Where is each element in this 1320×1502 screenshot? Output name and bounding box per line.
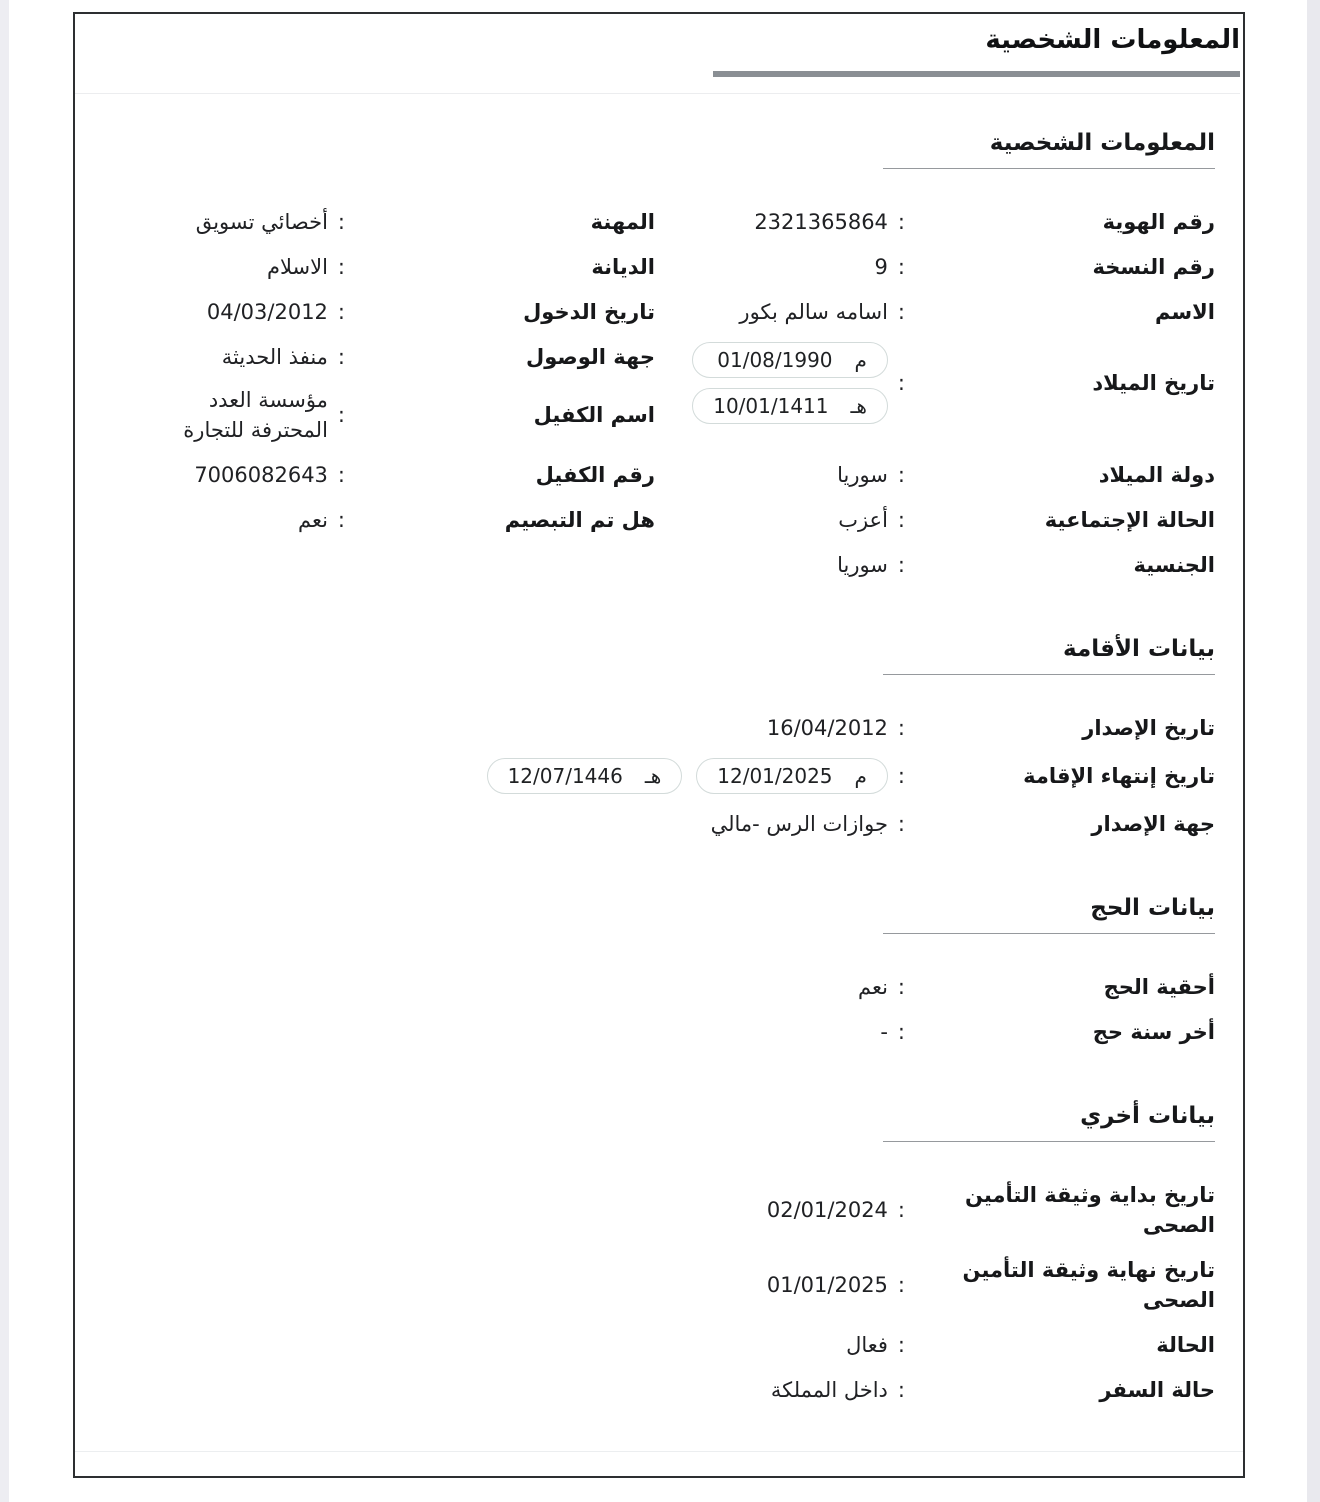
section-residence-underline	[883, 674, 1215, 675]
table-row	[103, 207, 1215, 237]
field-occupation	[103, 207, 655, 237]
table-row	[103, 460, 1215, 490]
field-label: رقم الهوية	[1102, 210, 1215, 234]
field-label: تاريخ إنتهاء الإقامة	[1023, 764, 1215, 788]
field-value: 16/04/2012	[766, 716, 888, 740]
gregorian-calendar-tag: م	[854, 348, 867, 372]
field-insurance-start	[767, 1180, 1215, 1240]
field-insurance-end	[767, 1255, 1215, 1315]
table-row	[103, 297, 1215, 327]
field-nationality	[655, 550, 1215, 580]
field-value: نعم	[857, 975, 888, 999]
table-row	[103, 809, 1215, 839]
gregorian-date-value: 01/08/1990	[717, 348, 833, 372]
table-row	[103, 550, 1215, 580]
field-status	[846, 1330, 1215, 1360]
colon: :	[337, 345, 345, 369]
colon: :	[897, 463, 905, 487]
field-label: المهنة	[590, 210, 655, 234]
colon: :	[897, 508, 905, 532]
info-sheet	[73, 12, 1245, 1478]
section-personal	[103, 128, 1215, 580]
field-label: جهة الوصول	[526, 345, 655, 369]
colon: :	[897, 716, 905, 740]
colon: :	[897, 1378, 905, 1402]
title-underline-bar	[713, 71, 1240, 77]
section-other-heading: بيانات أخري	[1080, 1103, 1215, 1129]
field-value: سوريا	[837, 553, 888, 577]
field-value: نعم	[297, 508, 328, 532]
field-value: 04/03/2012	[206, 300, 328, 324]
table-row	[103, 1330, 1215, 1360]
field-label: رقم النسخة	[1092, 255, 1215, 279]
field-copy-number	[655, 252, 1215, 282]
section-personal-heading: المعلومات الشخصية	[989, 130, 1215, 156]
colon: :	[337, 300, 345, 324]
birth-date-pills	[692, 342, 888, 424]
field-issuer	[711, 809, 1215, 839]
residence-rows	[103, 713, 1215, 839]
field-value: 7006082643	[194, 463, 328, 487]
hijri-date-pill	[692, 388, 888, 424]
field-value: 9	[874, 255, 888, 279]
field-label: تاريخ الميلاد	[1092, 371, 1215, 395]
field-value: أخصائي تسويق	[195, 210, 328, 234]
expiry-date-pills	[487, 758, 888, 794]
field-label: رقم الكفيل	[535, 463, 655, 487]
field-religion	[103, 252, 655, 282]
hijri-calendar-tag: هـ	[850, 394, 867, 418]
other-rows	[103, 1180, 1215, 1405]
field-label: الجنسية	[1133, 553, 1215, 577]
window-title: المعلومات الشخصية	[985, 25, 1240, 55]
field-value: الاسلام	[266, 255, 328, 279]
field-value: 02/01/2024	[766, 1198, 888, 1222]
sheet-header	[75, 14, 1243, 94]
field-value: 01/01/2025	[766, 1273, 888, 1297]
field-arrival-port	[103, 342, 655, 372]
field-sponsor-number	[103, 460, 655, 490]
field-name	[655, 297, 1215, 327]
colon: :	[337, 255, 345, 279]
field-label: أخر سنة حج	[1092, 1020, 1215, 1044]
table-row	[103, 252, 1215, 282]
page-edge-left	[0, 0, 9, 1502]
field-value: مؤسسة العدد المحترفة للتجارة	[183, 388, 328, 442]
field-label: دولة الميلاد	[1098, 463, 1215, 487]
colon: :	[897, 371, 905, 395]
table-row	[103, 505, 1215, 535]
table-row	[103, 1180, 1215, 1240]
colon: :	[897, 1198, 905, 1222]
field-value: -	[880, 1020, 888, 1044]
colon: :	[897, 1273, 905, 1297]
field-label: تاريخ بداية وثيقة التأمين الصحى	[964, 1183, 1215, 1237]
field-label: تاريخ الإصدار	[1082, 716, 1215, 740]
colon: :	[897, 255, 905, 279]
field-label: الاسم	[1155, 300, 1215, 324]
colon: :	[897, 764, 905, 788]
field-travel-status	[771, 1375, 1215, 1405]
hijri-date-value: 10/01/1411	[713, 394, 829, 418]
field-value: منفذ الحديثة	[221, 345, 328, 369]
colon: :	[337, 508, 345, 532]
gregorian-date-pill	[692, 342, 888, 378]
field-value: أعزب	[838, 508, 888, 532]
colon: :	[337, 210, 345, 234]
gregorian-date-pill	[696, 758, 888, 794]
field-sponsor-name	[103, 385, 655, 445]
sheet-footer	[75, 1451, 1243, 1476]
field-label: الحالة	[1156, 1333, 1215, 1357]
section-residence	[103, 634, 1215, 839]
field-value: داخل المملكة	[770, 1378, 888, 1402]
field-value: اسامه سالم بكور	[739, 300, 888, 324]
colon: :	[897, 1333, 905, 1357]
colon: :	[897, 812, 905, 836]
colon: :	[337, 463, 345, 487]
section-residence-heading: بيانات الأقامة	[1063, 636, 1215, 662]
field-label: هل تم التبصيم	[504, 508, 655, 532]
field-value: فعال	[846, 1333, 888, 1357]
table-row	[103, 1375, 1215, 1405]
field-entry-date	[103, 297, 655, 327]
table-row	[103, 1255, 1215, 1315]
field-expiry-date	[487, 758, 1215, 794]
sheet-content	[75, 128, 1243, 1405]
gregorian-date-value: 12/01/2025	[717, 764, 833, 788]
field-label: جهة الإصدار	[1091, 812, 1215, 836]
colon: :	[897, 1020, 905, 1044]
section-hajj-heading: بيانات الحج	[1090, 895, 1215, 921]
table-row	[103, 342, 1215, 445]
field-marital-status	[655, 505, 1215, 535]
field-label: حالة السفر	[1099, 1378, 1215, 1402]
section-personal-underline	[883, 168, 1215, 169]
field-fingerprinted	[103, 505, 655, 535]
field-birth-date	[655, 342, 1215, 424]
field-last-hajj-year	[880, 1017, 1215, 1047]
field-label: الحالة الإجتماعية	[1044, 508, 1215, 532]
section-other-underline	[883, 1141, 1215, 1142]
table-row	[103, 1017, 1215, 1047]
colon: :	[897, 553, 905, 577]
page-edge-right	[1307, 0, 1320, 1502]
colon: :	[337, 403, 345, 427]
field-label: اسم الكفيل	[533, 403, 655, 427]
field-label: تاريخ نهاية وثيقة التأمين الصحى	[962, 1258, 1215, 1312]
section-other	[103, 1101, 1215, 1405]
field-value: جوازات الرس -مالي	[710, 812, 888, 836]
field-label: أحقية الحج	[1103, 975, 1215, 999]
hijri-date-value: 12/07/1446	[507, 764, 623, 788]
section-hajj	[103, 893, 1215, 1047]
personal-rows	[103, 207, 1215, 580]
header-divider	[75, 93, 1240, 94]
colon: :	[897, 975, 905, 999]
hijri-calendar-tag: هـ	[644, 764, 662, 788]
hajj-rows	[103, 972, 1215, 1047]
table-row	[103, 758, 1215, 794]
field-label: الديانة	[591, 255, 655, 279]
colon: :	[897, 210, 905, 234]
table-row	[103, 713, 1215, 743]
field-value: 2321365864	[754, 210, 888, 234]
field-value: سوريا	[837, 463, 888, 487]
field-hajj-eligibility	[858, 972, 1215, 1002]
field-label: تاريخ الدخول	[523, 300, 655, 324]
hijri-date-pill	[487, 758, 683, 794]
colon: :	[897, 300, 905, 324]
section-hajj-underline	[883, 933, 1215, 934]
table-row	[103, 972, 1215, 1002]
field-id-number	[655, 207, 1215, 237]
field-issue-date	[767, 713, 1215, 743]
gregorian-calendar-tag: م	[854, 764, 867, 788]
field-birth-country	[655, 460, 1215, 490]
